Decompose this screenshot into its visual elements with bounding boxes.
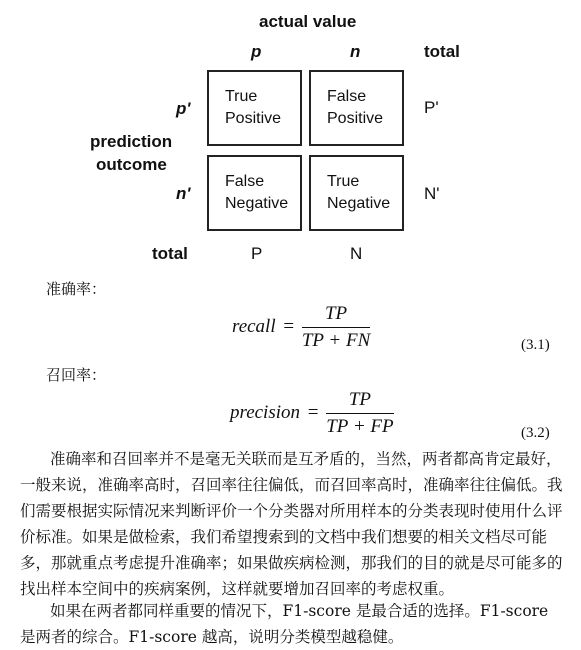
recall-numerator: TP [302,303,370,328]
equation-number-3-2: (3.2) [521,425,550,441]
col-header-p: p [251,42,262,61]
precision-lhs: precision [230,401,301,423]
row-total-p-prime: P' [424,98,439,117]
fn-line1: False [225,173,265,190]
prediction-label: prediction [90,132,173,151]
col-header-n: n [350,42,361,61]
col-header-total: total [424,42,460,61]
recall-eq: = [283,315,295,337]
paragraph-1: 准确率和召回率并不是毫无关联而是互矛盾的，当然，两者都高肯定最好，一般来说，准确率高时，召回率往往偏低，而召回率高时，准确率往往偏低。我们需要根据实际情况来判断评价一个分类器对所用样本的分类表现时使用什么评价标准。如果是做检索，我们希望搜索到的文档中我们想要的相关文档尽可能多，那就重点考虑提升准确率；如果做疾病检测，那我们的目的就是尽可能多的找出样本空间中的疾病案例，这样就要增加召回率的考虑权重。 [20,450,563,598]
true-positive-cell [207,70,302,146]
recall-cn-label: 召回率： [46,366,107,384]
tp-line1: True [225,88,258,105]
recall-denominator: TP + FN [301,330,371,351]
row-header-p-prime: p' [176,99,191,118]
bottom-total-N: N [350,244,363,263]
fp-line1: False [327,88,367,105]
precision-fraction [326,389,393,438]
fp-line2: Positive [327,110,384,127]
precision-eq: = [307,401,319,423]
row-total-n-prime: N' [424,184,440,203]
paragraph-2: 如果在两者都同样重要的情况下，F1-score 是最合适的选择。F1-score 是两者的综合。F1-score 越高，说明分类模型越稳健。 [20,602,549,646]
false-positive-cell [309,70,404,146]
row-header-n-prime: n' [176,184,191,203]
actual-value-header: actual value [259,12,357,31]
true-negative-cell [309,155,404,231]
equation-number-3-1: (3.1) [521,337,550,353]
precision-numerator: TP [326,389,393,414]
outcome-label: outcome [96,155,167,174]
precision-cn-label: 准确率： [46,280,107,298]
tn-line1: True [327,173,360,190]
bottom-total-P: P [251,244,263,263]
precision-denominator: TP + FP [326,416,394,437]
precision-formula [230,389,394,438]
recall-fraction [302,303,370,352]
recall-lhs: recall [232,315,276,337]
fn-line2: Negative [225,195,289,212]
false-negative-cell [207,155,302,231]
recall-formula [232,303,370,352]
tn-line2: Negative [327,195,391,212]
bottom-total-label: total [152,244,188,263]
tp-line2: Positive [225,110,282,127]
